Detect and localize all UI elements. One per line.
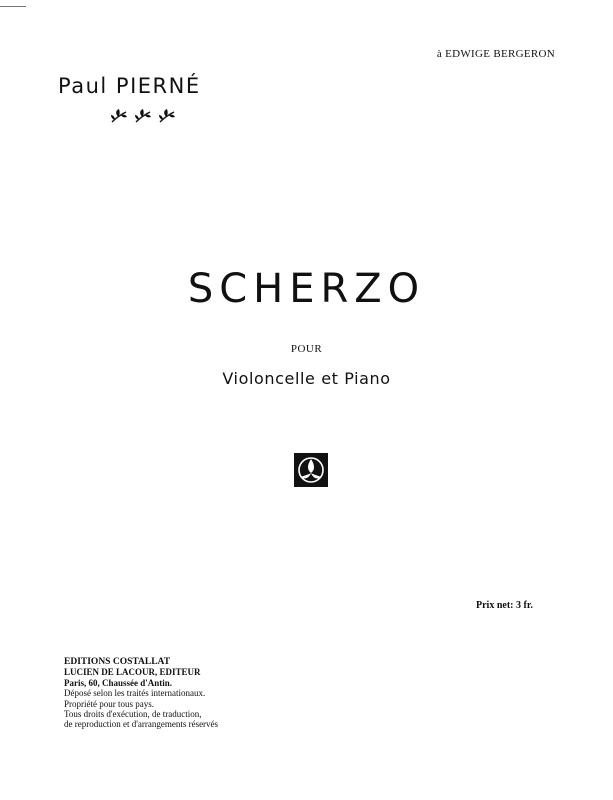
publisher-name: EDITIONS COSTALLAT [64, 657, 171, 667]
rights-line: Tous droits d'exécution, de traduction, [64, 709, 202, 720]
pour-label: POUR [290, 343, 323, 355]
publisher-emblem-icon [294, 453, 328, 487]
leaf-ornament-icon [110, 108, 128, 124]
piece-title: SCHERZO [187, 266, 426, 312]
publisher-editor: LUCIEN DE LACOUR, EDITEUR [64, 667, 201, 678]
rights-line: de reproduction et d'arrangements réservés [64, 719, 219, 730]
composer-name: Paul PIERNÉ [58, 74, 201, 98]
instrumentation: Violoncelle et Piano [222, 369, 391, 388]
corner-mark [0, 6, 26, 7]
rights-line: Déposé selon les traités internationaux. [64, 688, 206, 699]
leaf-ornament-icon [134, 108, 152, 124]
publisher-address: Paris, 60, Chaussée d'Antin. [64, 677, 173, 688]
publisher-block [64, 657, 218, 730]
rights-line: Propriété pour tous pays. [64, 698, 154, 709]
dedication: à EDWIGE BERGERON [436, 48, 555, 60]
leaf-ornament-icon [158, 108, 176, 124]
ornaments [110, 108, 176, 124]
price-label: Prix net: 3 fr. [476, 600, 533, 611]
